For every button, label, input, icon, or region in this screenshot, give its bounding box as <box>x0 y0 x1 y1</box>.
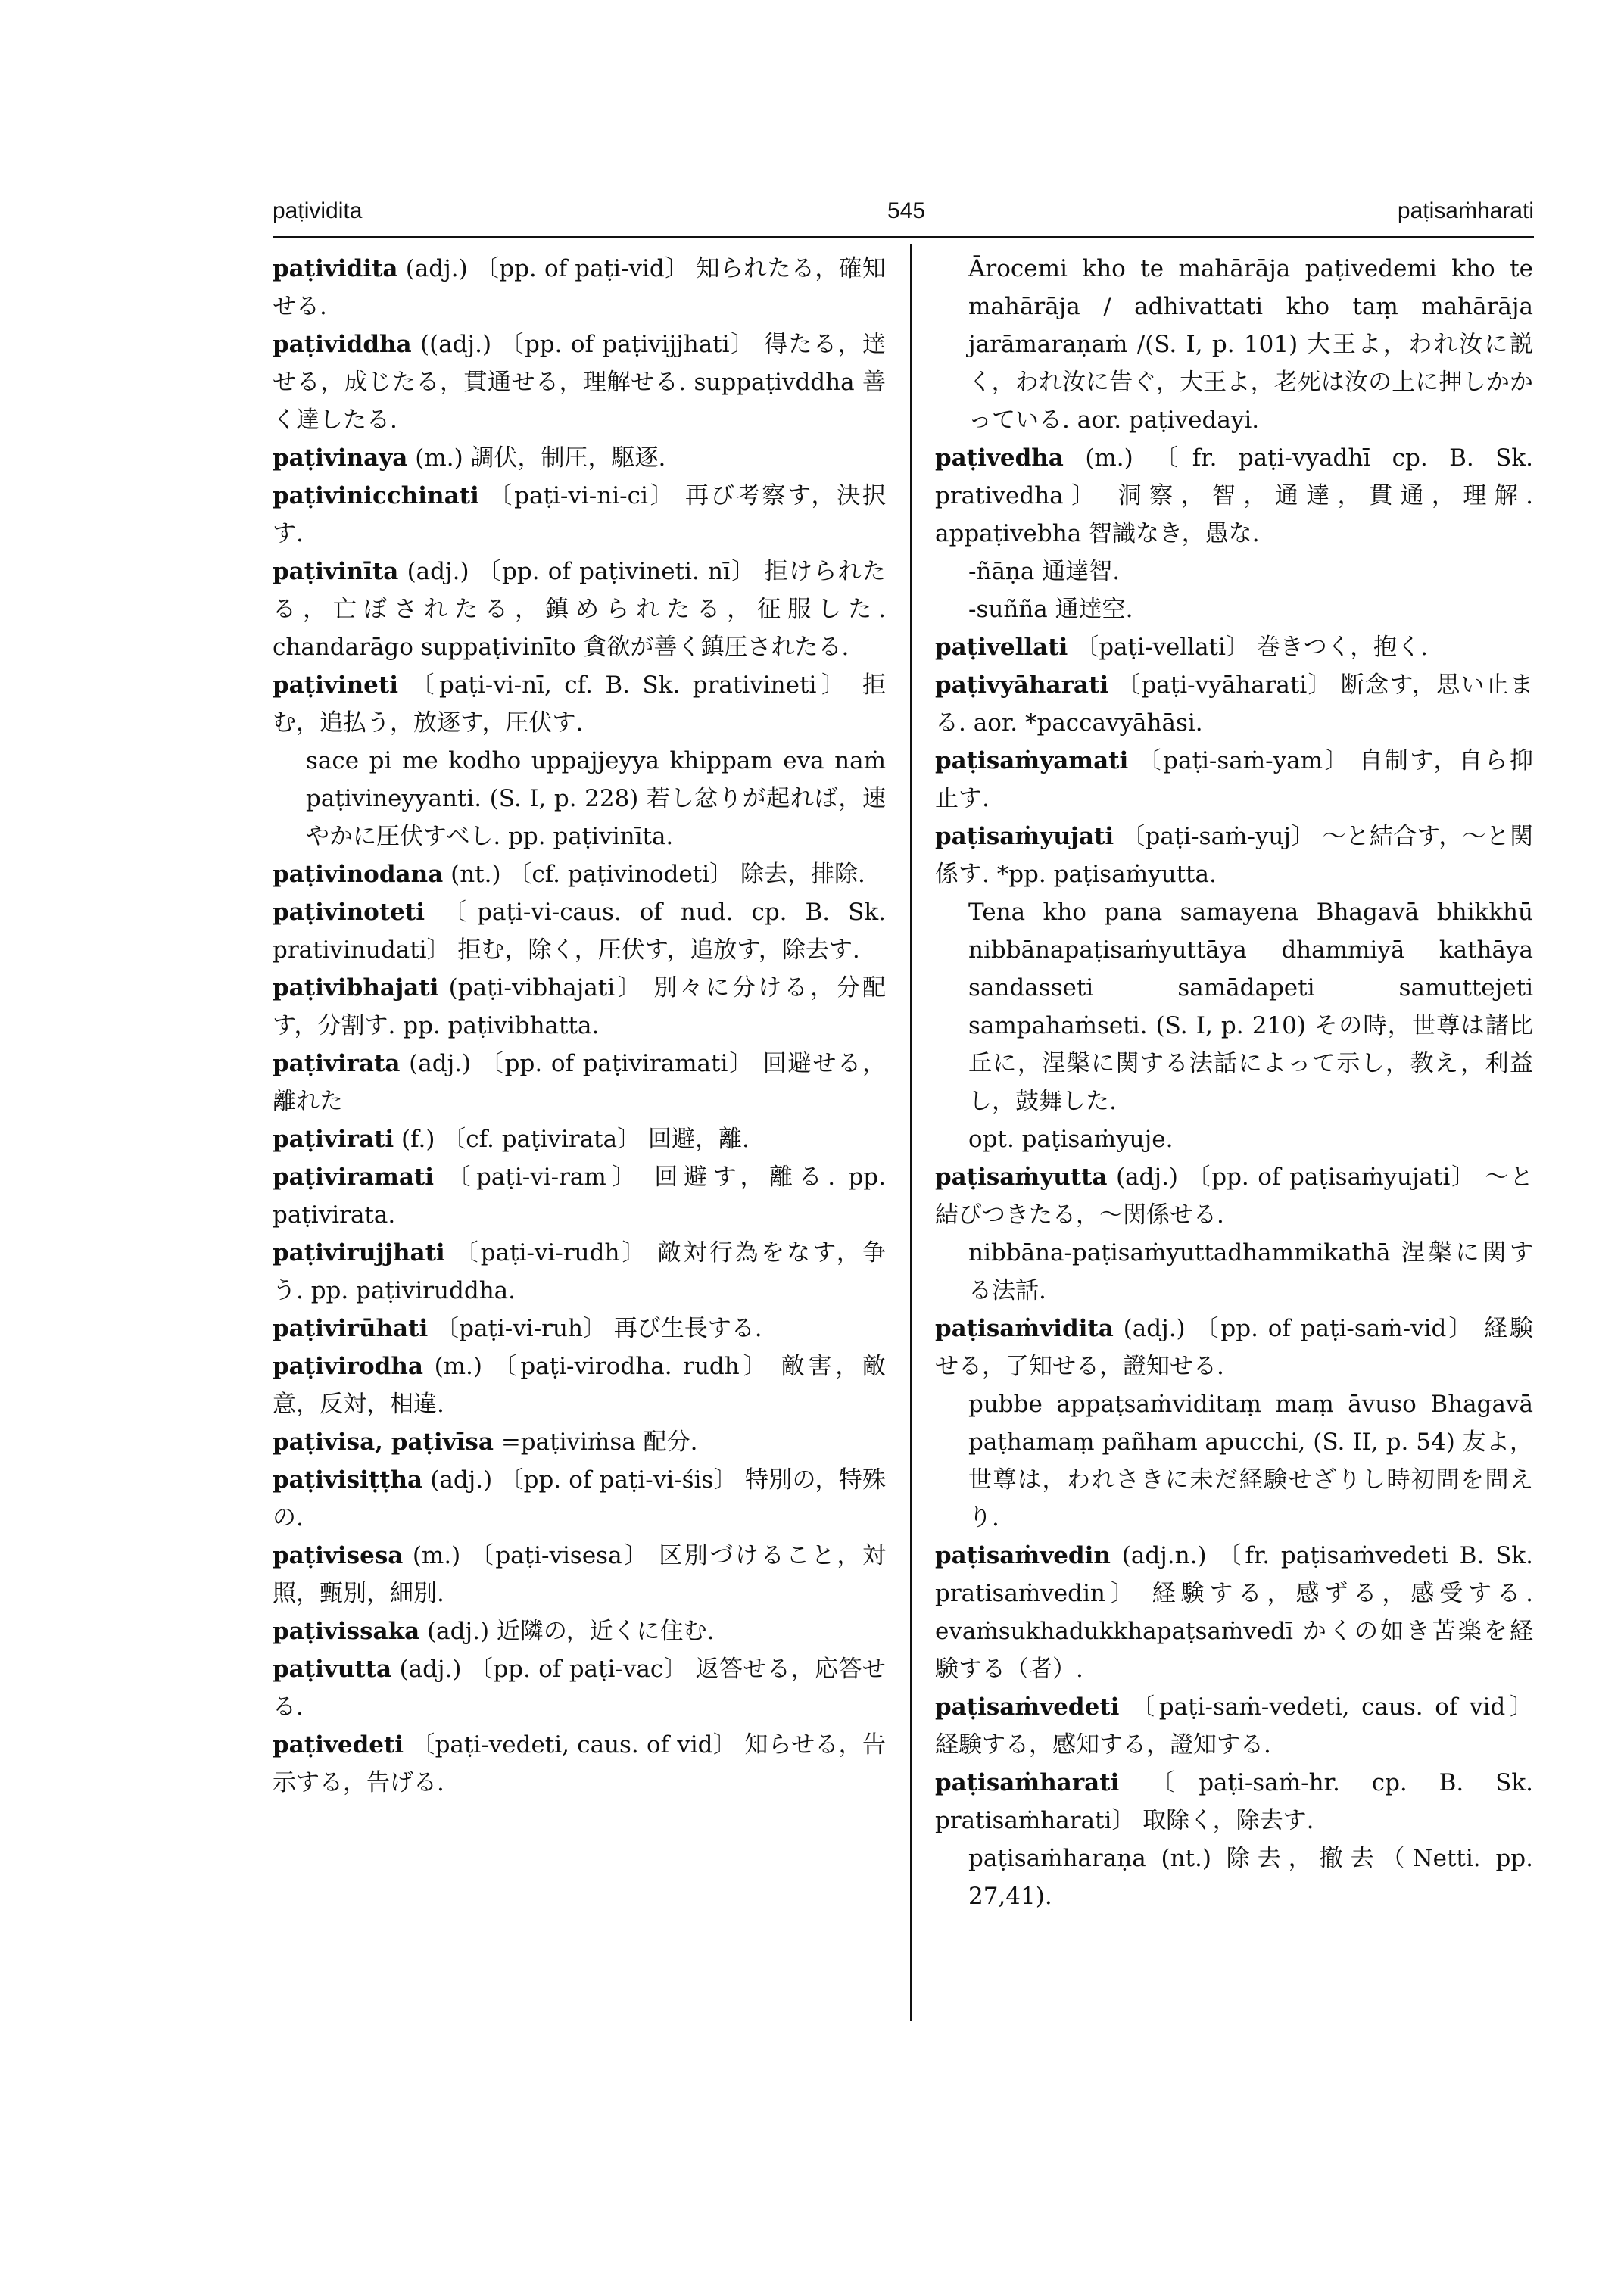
headword: paṭisaṁyutta <box>935 1164 1108 1191</box>
headword: paṭivirūhati <box>273 1315 429 1342</box>
dictionary-entry <box>273 969 886 1045</box>
headword: paṭivisesa <box>273 1542 404 1569</box>
dictionary-entry <box>935 628 1533 666</box>
dictionary-entry <box>273 1726 886 1802</box>
headword: paṭivirujjhati <box>273 1239 445 1266</box>
headword: paṭivineti <box>273 671 399 699</box>
headword: paṭivisiṭṭha <box>273 1466 423 1494</box>
headword: paṭivedeti <box>273 1731 404 1759</box>
entry-definition: (paṭi-vibhajati〕 別々に分ける，分配す，分割す. pp. paṭivibhatta. <box>273 974 886 1039</box>
headword: paṭivibhajati <box>273 974 439 1002</box>
entry-definition: (adj.) 近隣の，近くに住む. <box>427 1618 715 1645</box>
headword: paṭivirata <box>273 1050 401 1077</box>
headword: paṭisaṁharati <box>935 1769 1120 1796</box>
entry-definition: (adj.) 〔pp. of paṭivineti. nī〕 拒けられたる，亡ぼされたる，鎮められたる，征服した. chandarāgo suppaṭivinīto 貪欲が善く鎮圧されたる. <box>273 558 886 661</box>
entry-definition: 〔paṭi-vellati〕 巻きつく，抱く. <box>1075 634 1429 661</box>
entry-definition: 〔paṭi-saṁ-vedeti, caus. of vid〕 経験する，感知する，證知する. <box>935 1693 1533 1759</box>
headword: paṭivellati <box>935 634 1068 661</box>
entry-continuation <box>935 1840 1533 1915</box>
entry-continuation <box>935 250 1533 439</box>
dictionary-entry <box>935 1688 1533 1764</box>
entry-definition: 〔paṭi-saṁ-yuj〕 ～と結合す，～と関係す. *pp. paṭisaṁyutta. <box>935 823 1533 888</box>
entry-definition: -suñña 通達空. <box>968 596 1133 623</box>
entry-definition: paṭisaṁharaṇa (nt.) 除去，撤去（Netti. pp. 27,41). <box>968 1845 1533 1910</box>
headword: paṭivedha <box>935 444 1064 472</box>
entry-definition: (adj.) 〔pp. of paṭisaṁyujati〕 ～と結びつきたる，～関係せる. <box>935 1164 1533 1229</box>
entry-definition: pubbe appaṭsaṁviditaṃ maṃ āvuso Bhagavā paṭhamaṃ pañham apucchi, (S. II, p. 54) 友よ，世尊は，われさきに未だ経験せざりし時初問を問えり. <box>968 1391 1533 1531</box>
headword: paṭisaṁvedeti <box>935 1693 1120 1721</box>
entry-definition: Ārocemi kho te mahārāja paṭivedemi kho te mahārāja / adhivattati kho taṃ mahārāja jarāmaraṇaṁ /(S. I, p. 101) 大王よ，われ汝に説く，われ汝に告ぐ，大王よ，老死は汝の上に押しかかっている. aor. paṭivedayi. <box>968 255 1533 434</box>
left-column <box>273 250 886 1802</box>
entry-definition: ((adj.) 〔pp. of paṭivijjhati〕 得たる，達せる，成じたる，貫通せる，理解せる. suppaṭivddha 善く達したる. <box>273 331 886 434</box>
entry-continuation <box>935 1120 1533 1158</box>
entry-definition: Tena kho pana samayena Bhagavā bhikkhū nibbānapaṭisaṁyuttāya dhammiyā kathāya sandasseti samādapeti samuttejeti sampahaṁseti. (S. I, p. 210) その時，世尊は諸比丘に，涅槃に関する法話によって示し，教え，利益し，鼓舞した. <box>968 899 1533 1115</box>
dictionary-entry <box>273 1120 886 1158</box>
entry-definition: (adj.) 〔pp. of paṭi-vi-śis〕 特別の，特殊の. <box>273 1466 886 1531</box>
dictionary-entry <box>935 1310 1533 1385</box>
entry-continuation <box>935 553 1533 590</box>
headword: paṭisaṁyamati <box>935 747 1129 774</box>
headword: paṭivirati <box>273 1126 394 1153</box>
dictionary-entry <box>273 666 886 742</box>
entry-definition: (m.) 〔paṭi-visesa〕 区別づけること，対照，甄別，細別. <box>273 1542 886 1607</box>
entry-continuation <box>273 742 886 855</box>
dictionary-entry <box>273 1234 886 1310</box>
header-right-guideword: paṭisaṁharati <box>1397 198 1534 223</box>
dictionary-entry <box>273 1650 886 1726</box>
dictionary-entry <box>273 326 886 439</box>
entry-definition: 〔paṭi-vedeti, caus. of vid〕 知らせる，告示する，告げる. <box>273 1731 886 1796</box>
headword: paṭividdha <box>273 331 412 358</box>
entry-definition: 〔paṭi-vi-nī, cf. B. Sk. prativineti〕 拒む，追払う，放逐す，圧伏す. <box>273 671 886 737</box>
header-rule <box>273 236 1534 238</box>
entry-continuation <box>935 1385 1533 1537</box>
dictionary-entry <box>935 1764 1533 1840</box>
headword: paṭivinoteti <box>273 899 425 926</box>
headword: paṭivinaya <box>273 444 408 472</box>
headword: paṭivinicchinati <box>273 482 479 509</box>
entry-definition: 〔paṭi-saṁ-hr. cp. B. Sk. pratisaṁharati〕 取除く，除去す. <box>935 1769 1533 1834</box>
entry-definition: (adj.) 〔pp. of paṭiviramati〕 回避せる，離れた <box>273 1050 886 1115</box>
headword: paṭividita <box>273 255 398 282</box>
dictionary-entry <box>935 742 1533 818</box>
header-left-guideword: paṭividita <box>273 198 363 223</box>
entry-definition: opt. paṭisaṁyuje. <box>968 1126 1174 1153</box>
dictionary-entry <box>273 855 886 893</box>
entry-definition: sace pi me kodho uppajjeyya khippam eva naṁ paṭivineyyanti. (S. I, p. 228) 若し忿りが起れば，速やかに圧伏すべし. pp. paṭivinīta. <box>306 747 886 850</box>
dictionary-entry <box>273 553 886 666</box>
entry-definition: 〔paṭi-vi-ni-ci〕 再び考察す，決択す. <box>273 482 886 547</box>
page-number: 545 <box>887 198 926 223</box>
dictionary-entry <box>273 1158 886 1234</box>
column-divider <box>910 244 912 2021</box>
right-column <box>935 250 1533 1915</box>
entry-definition: (nt.) 〔cf. paṭivinodeti〕 除去，排除. <box>450 861 865 888</box>
dictionary-entry <box>935 439 1533 553</box>
dictionary-entry <box>273 250 886 326</box>
entry-continuation <box>935 893 1533 1120</box>
dictionary-entry <box>273 1461 886 1537</box>
dictionary-entry <box>935 1537 1533 1688</box>
entry-definition: (m.) 調伏，制圧，駆逐. <box>415 444 666 472</box>
entry-definition: =paṭiviṁsa 配分. <box>500 1428 698 1456</box>
entry-definition: 〔paṭi-vi-rudh〕 敵対行為をなす，争う. pp. paṭiviruddha. <box>273 1239 886 1304</box>
entry-definition: 〔paṭi-vi-caus. of nud. cp. B. Sk. prativinudati〕 拒む，除く，圧伏す，追放す，除去す. <box>273 899 886 964</box>
entry-definition: 〔paṭi-vi-ruh〕 再び生長する. <box>435 1315 762 1342</box>
entry-definition: (adj.) 〔pp. of paṭi-vac〕 返答せる，応答せる. <box>273 1656 887 1721</box>
entry-definition: (m.) 〔paṭi-virodha. rudh〕 敵害，敵意，反対，相違. <box>273 1353 886 1418</box>
entry-definition: (m.) 〔fr. paṭi-vyadhī cp. B. Sk. prativedha〕 洞察，智，通達，貫通，理解. appaṭivebha 智識なき，愚な. <box>935 444 1533 547</box>
entry-definition: (adj.n.) 〔fr. paṭisaṁvedeti B. Sk. pratisaṁvedin〕 経験する，感ずる，感受する. evaṁsukhadukkhapaṭsaṁvedī かくの如き苦楽を経験する（者）. <box>935 1542 1533 1683</box>
entry-definition: (adj.) 〔pp. of paṭi-vid〕 知られたる，確知せる. <box>273 255 886 320</box>
headword: paṭivinīta <box>273 558 399 585</box>
page-header <box>273 198 1534 236</box>
headword: paṭivisa, paṭivīsa <box>273 1428 494 1456</box>
dictionary-entry <box>273 1612 886 1650</box>
headword: paṭivyāharati <box>935 671 1109 699</box>
headword: paṭivirodha <box>273 1353 423 1380</box>
headword: paṭisaṁvidita <box>935 1315 1114 1342</box>
dictionary-entry <box>273 1423 886 1461</box>
entry-definition: (f.) 〔cf. paṭivirata〕 回避，離. <box>401 1126 750 1153</box>
dictionary-entry <box>273 1537 886 1612</box>
entry-definition: (adj.) 〔pp. of paṭi-saṁ-vid〕 経験せる，了知せる，證知せる. <box>935 1315 1534 1380</box>
dictionary-entry <box>273 1347 886 1423</box>
entry-definition: -ñāṇa 通達智. <box>968 558 1121 585</box>
dictionary-entry <box>935 1158 1533 1234</box>
headword: paṭisaṁvedin <box>935 1542 1111 1569</box>
dictionary-entry <box>935 666 1533 742</box>
entry-continuation <box>935 1234 1533 1310</box>
entry-definition: 〔paṭi-vyāharati〕 断念す，思い止まる. aor. *paccavyāhāsi. <box>935 671 1533 737</box>
entry-definition: nibbāna-paṭisaṁyuttadhammikathā 涅槃に関する法話. <box>968 1239 1533 1304</box>
entry-definition: 〔paṭi-vi-ram〕 回避す，離る. pp. paṭivirata. <box>273 1164 886 1229</box>
headword: paṭiviramati <box>273 1164 435 1191</box>
dictionary-entry <box>273 477 886 553</box>
entry-definition: 〔paṭi-saṁ-yam〕 自制す，自ら抑止す. <box>935 747 1533 812</box>
dictionary-entry <box>273 1310 886 1347</box>
headword: paṭivinodana <box>273 861 444 888</box>
dictionary-entry <box>273 1045 886 1120</box>
dictionary-entry <box>273 439 886 477</box>
entry-continuation <box>935 590 1533 628</box>
dictionary-entry <box>273 893 886 969</box>
headword: paṭivissaka <box>273 1618 420 1645</box>
dictionary-entry <box>935 818 1533 893</box>
headword: paṭisaṁyujati <box>935 823 1114 850</box>
headword: paṭivutta <box>273 1656 392 1683</box>
